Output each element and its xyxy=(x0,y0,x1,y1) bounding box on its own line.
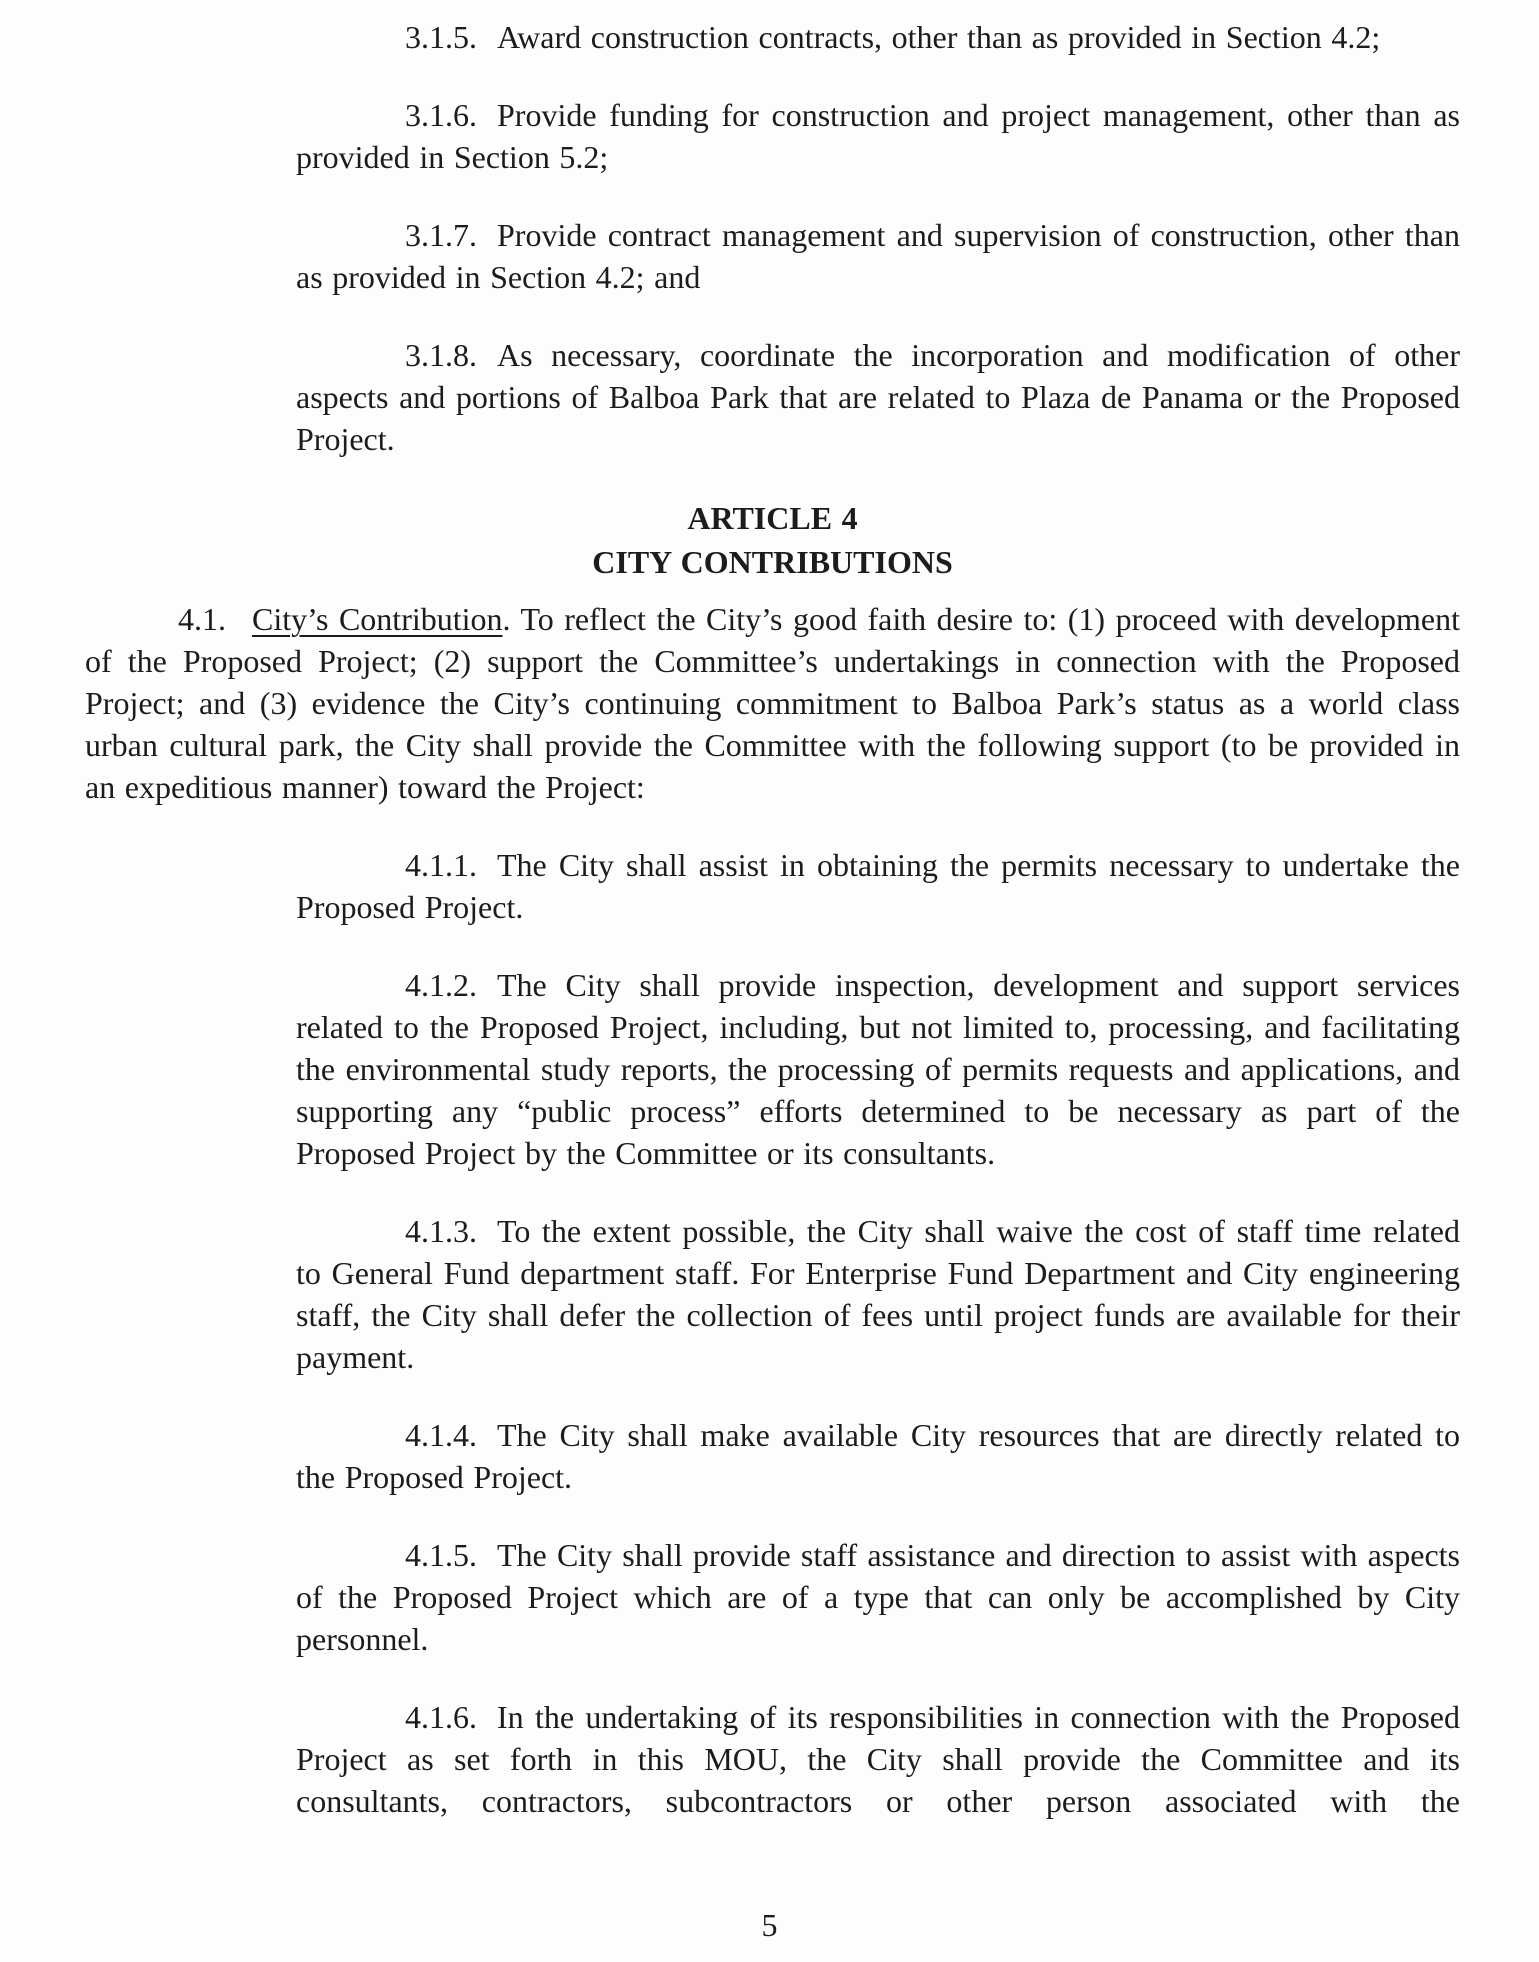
article-title-line: CITY CONTRIBUTIONS xyxy=(592,544,953,580)
clause-text: Award construction contracts, other than as provided in Section 4.2; xyxy=(497,19,1381,55)
clause-text: To the extent possible, the City shall waive the cost of staff time related to General Fund department staff. For Enterprise Fund Department and City engineering staff, the City shall defer the collection of fees until project funds are available for their payment. xyxy=(296,1213,1460,1375)
clause-number: 3.1.7. xyxy=(405,217,477,253)
clause-3-1-8 xyxy=(296,334,1460,460)
clause-4-1-3 xyxy=(296,1210,1460,1378)
clause-4-1-5 xyxy=(296,1534,1460,1660)
clause-number: 4.1.1. xyxy=(405,847,477,883)
article-heading xyxy=(85,496,1460,584)
clause-4-1-4 xyxy=(296,1414,1460,1498)
clause-3-1-7 xyxy=(296,214,1460,298)
clause-text: The City shall provide staff assistance and direction to assist with aspects of the Proposed Project which are of a type that can only be accomplished by City personnel. xyxy=(296,1537,1460,1657)
page-number: 5 xyxy=(761,1907,778,1943)
clause-text: . To reflect the City’s good faith desire to: (1) proceed with development of the Proposed Project; (2) support the Committee’s undertakings in connection with the Proposed Project; and (3) evidence the City’s continuing commitment to Balboa Park’s status as a world class urban cultural park, the City shall provide the Committee with the following support (to be provided in an expeditious manner) toward the Project: xyxy=(85,601,1460,805)
clause-title-underlined: City’s Contribution xyxy=(252,601,503,637)
article-number-line: ARTICLE 4 xyxy=(687,500,858,536)
clause-text: The City shall make available City resources that are directly related to the Proposed Project. xyxy=(296,1417,1460,1495)
clause-4-1 xyxy=(85,598,1460,808)
clause-number: 4.1.5. xyxy=(405,1537,477,1573)
clause-number: 4.1.3. xyxy=(405,1213,477,1249)
clause-number: 3.1.8. xyxy=(405,337,477,373)
clause-number: 4.1. xyxy=(178,601,226,637)
clause-text: The City shall assist in obtaining the permits necessary to undertake the Proposed Project. xyxy=(296,847,1460,925)
clause-number: 4.1.2. xyxy=(405,967,477,1003)
clause-3-1-6 xyxy=(296,94,1460,178)
clause-text: The City shall provide inspection, development and support services related to the Proposed Project, including, but not limited to, processing, and facilitating the environmental study reports, the processing of permits requests and applications, and supporting any “public process” efforts determined to be necessary as part of the Proposed Project by the Committee or its consultants. xyxy=(296,967,1460,1171)
clause-number: 4.1.6. xyxy=(405,1699,477,1735)
clause-number: 3.1.6. xyxy=(405,97,477,133)
clause-3-1-5 xyxy=(296,16,1460,58)
clause-number: 3.1.5. xyxy=(405,19,477,55)
clause-text: As necessary, coordinate the incorporation and modification of other aspects and portions of Balboa Park that are related to Plaza de Panama or the Proposed Project. xyxy=(296,337,1460,457)
clause-number: 4.1.4. xyxy=(405,1417,477,1453)
clause-4-1-1 xyxy=(296,844,1460,928)
clause-text: Provide contract management and supervision of construction, other than as provided in Section 4.2; and xyxy=(296,217,1460,295)
clause-text: In the undertaking of its responsibilities in connection with the Proposed Project as set forth in this MOU, the City shall provide the Committee and its consultants, contractors, subcontractors or other person associated with the xyxy=(296,1699,1460,1819)
clause-text: Provide funding for construction and project management, other than as provided in Section 5.2; xyxy=(296,97,1460,175)
clause-4-1-2 xyxy=(296,964,1460,1174)
clause-4-1-6 xyxy=(296,1696,1460,1822)
